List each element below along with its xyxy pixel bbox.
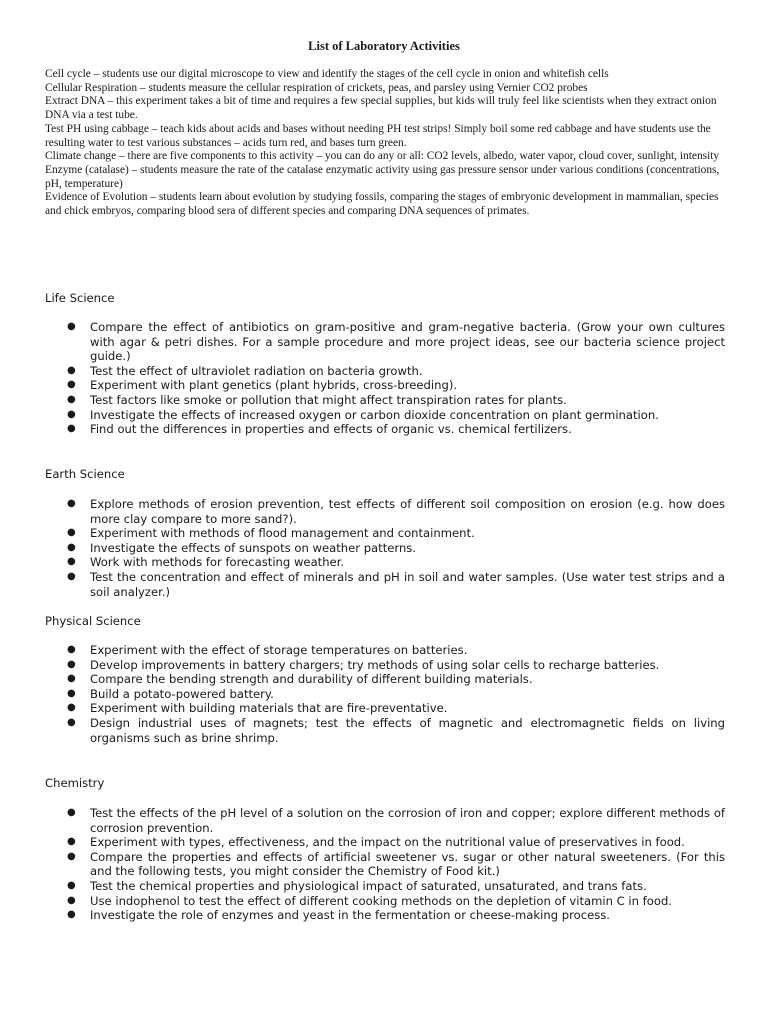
bullet-icon: ● [67, 850, 76, 862]
section-heading-physical-science: Physical Science [45, 614, 141, 628]
life-science-list [45, 320, 725, 437]
bullet-icon: ● [67, 644, 76, 655]
bullet-icon: ● [67, 527, 76, 539]
intro-activity: Extract DNA – this experiment takes a bit of time and requires a few special supplies, but kids will truly feel like scientists when they extract onion DNA via a test tube. [45, 95, 717, 122]
list-item: ● Explore methods of erosion prevention, test effects of different soil composition on erosion (e.g. how does more clay compare to more sand?). [67, 497, 725, 526]
list-item: ● Investigate the role of enzymes and yeast in the fermentation or cheese-making process. [67, 908, 610, 923]
list-item: ● Experiment with types, effectiveness, and the impact on the nutritional value of preservatives in food. [67, 835, 685, 850]
list-item: ● Use indophenol to test the effect of different cooking methods on the depletion of vitamin C in food. [67, 893, 672, 908]
section-heading-life-science: Life Science [45, 291, 115, 305]
list-item: ● Test the effect of ultraviolet radiation on bacteria growth. [67, 363, 423, 378]
list-item: ● Design industrial uses of magnets; test the effects of magnetic and electromagnetic fields on living organisms such as brine shrimp. [67, 715, 725, 745]
list-item: ● Test the concentration and effect of minerals and pH in soil and water samples. (Use water test strips and a soil analyzer.) [67, 569, 725, 599]
chemistry-list [45, 806, 725, 923]
bullet-icon: ● [67, 364, 76, 376]
bullet-icon: ● [67, 836, 76, 848]
bullet-icon: ● [67, 909, 76, 921]
intro-activity: Enzyme (catalase) – students measure the rate of the catalase enzymatic activity using gas pressure sensor under various conditions (concentrations, pH, temperature) [45, 163, 720, 190]
document-title: List of Laboratory Activities [308, 39, 460, 53]
list-item: ● Investigate the effects of increased oxygen or carbon dioxide concentration on plant germination. [67, 407, 659, 422]
list-item: ● Work with methods for forecasting weather. [67, 555, 345, 570]
list-item: ● Compare the bending strength and durability of different building materials. [67, 672, 533, 687]
list-item: ● Compare the properties and effects of artificial sweetener vs. sugar or other natural sweeteners. (For this and the following tests, you might consider the Chemistry of Food kit.) [67, 849, 725, 879]
intro-activity: Climate change – there are five components to this activity – you can do any or all: CO2 levels, albedo, water vapor, cloud cover, sunlight, intensity [45, 150, 720, 163]
list-item: ● Experiment with plant genetics (plant hybrids, cross-breeding). [67, 378, 458, 393]
bullet-icon: ● [67, 423, 76, 435]
intro-activity: Test PH using cabbage – teach kids about acids and bases without needing PH test strips! Simply boil some red cabbage and have students use the resulting water to test various substances – acids turn red, and bases turn green. [45, 122, 711, 149]
list-item: ● Experiment with methods of flood management and containment. [67, 526, 475, 541]
list-item: ● Develop improvements in battery chargers; try methods of using solar cells to recharge batteries. [67, 657, 660, 672]
list-item: ● Compare the effect of antibiotics on gram-positive and gram-negative bacteria. (Grow your own cultures with agar & petri dishes. For a sample procedure and more project ideas, see our bacteria science project guide.) [67, 320, 725, 364]
list-item: ● Test the chemical properties and physiological impact of saturated, unsaturated, and trans fats. [67, 878, 647, 893]
bullet-icon: ● [67, 541, 76, 553]
list-item: ● Investigate the effects of sunspots on weather patterns. [67, 540, 417, 555]
bullet-icon: ● [67, 658, 76, 670]
bullet-icon: ● [67, 807, 76, 818]
bullet-icon: ● [67, 570, 76, 582]
bullet-icon: ● [67, 894, 76, 906]
bullet-icon: ● [67, 321, 76, 332]
bullet-icon: ● [67, 408, 76, 420]
list-item: ● Find out the differences in properties and effects of organic vs. chemical fertilizers. [67, 422, 572, 437]
section-heading-earth-science: Earth Science [45, 467, 125, 481]
physical-science-list [45, 643, 725, 745]
list-item: ● Experiment with building materials that are fire-preventative. [67, 701, 448, 716]
bullet-icon: ● [67, 716, 76, 728]
bullet-icon: ● [67, 393, 76, 405]
intro-activity: Cellular Respiration – students measure the cellular respiration of crickets, peas, and parsley using Vernier CO2 probes [45, 81, 588, 94]
bullet-icon: ● [67, 498, 76, 509]
bullet-icon: ● [67, 702, 76, 714]
list-item: ● Build a potato-powered battery. [67, 686, 274, 701]
list-item: ● Test the effects of the pH level of a solution on the corrosion of iron and copper; explore different methods of corrosion prevention. [67, 806, 725, 835]
bullet-icon: ● [67, 879, 76, 891]
earth-science-list [45, 497, 725, 599]
bullet-icon: ● [67, 379, 76, 391]
bullet-icon: ● [67, 673, 76, 685]
bullet-icon: ● [67, 556, 76, 568]
intro-activities [45, 68, 725, 219]
list-item: ● Test factors like smoke or pollution that might affect transpiration rates for plants. [67, 392, 567, 407]
section-heading-chemistry: Chemistry [45, 776, 105, 790]
bullet-icon: ● [67, 687, 76, 699]
intro-activity: Evidence of Evolution – students learn about evolution by studying fossils, comparing the stages of embryonic development in mammalian, species and chick embryos, comparing blood sera of different species and comparing DNA sequences of primates. [45, 191, 719, 218]
intro-activity: Cell cycle – students use our digital microscope to view and identify the stages of the cell cycle in onion and whitefish cells [45, 68, 609, 80]
list-item: ● Experiment with the effect of storage temperatures on batteries. [67, 643, 468, 657]
